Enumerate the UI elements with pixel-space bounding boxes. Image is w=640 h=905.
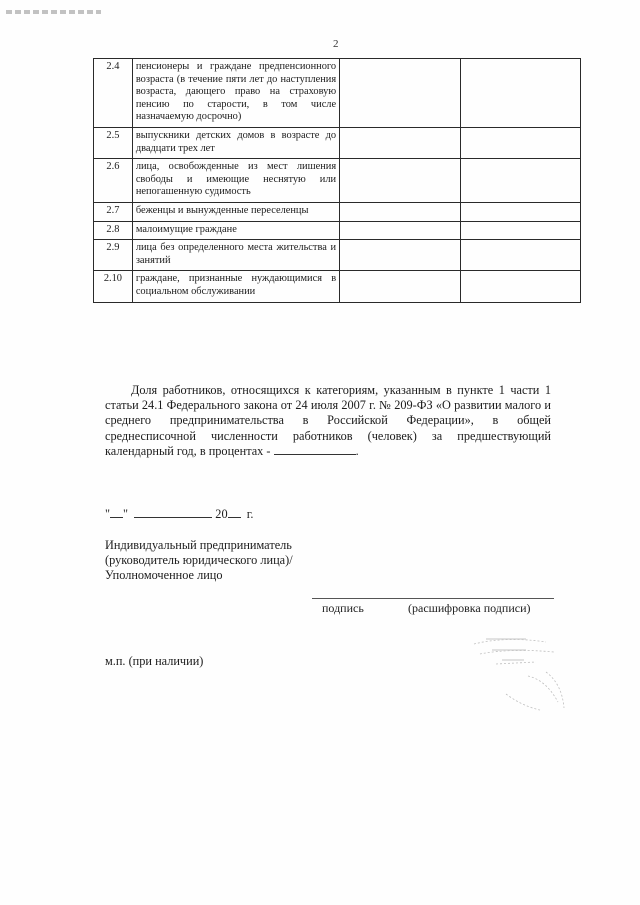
year-suffix: г. [246, 507, 254, 521]
percent-blank [274, 444, 356, 455]
value-cell [460, 240, 580, 271]
decoding-caption: (расшифровка подписи) [408, 601, 531, 615]
value-cell [340, 240, 460, 271]
value-cell [460, 159, 580, 203]
quote-open: " [105, 507, 111, 521]
table-row [94, 59, 581, 128]
row-number: 2.10 [94, 271, 133, 302]
value-cell [460, 202, 580, 221]
row-number: 2.8 [94, 221, 133, 240]
stamp-place-label: м.п. (при наличии) [105, 654, 204, 668]
decoding-line [404, 598, 554, 599]
table-row [94, 127, 581, 158]
year-blank [228, 506, 241, 518]
scan-artifact [6, 10, 101, 14]
paragraph-end-dot: . [355, 443, 359, 458]
value-cell [340, 159, 460, 203]
row-number: 2.4 [94, 59, 133, 128]
categories-table [93, 58, 581, 303]
value-cell [340, 221, 460, 240]
category-name: лица без определенного места жительства и занятий [132, 240, 339, 271]
value-cell [460, 127, 580, 158]
category-name: лица, освобожденные из мест лишения свободы и имеющие неснятую или непогашенную судимость [132, 159, 339, 203]
share-paragraph [105, 383, 551, 459]
signer-label: Индивидуальный предприниматель (руководитель юридического лица)/Уполномоченное лицо [105, 538, 293, 583]
table-row [94, 221, 581, 240]
signature-caption: подпись [322, 601, 364, 615]
date-line [105, 506, 253, 522]
category-name: выпускники детских домов в возрасте до двадцати трех лет [132, 127, 339, 158]
day-blank [110, 506, 123, 518]
category-name: беженцы и вынужденные переселенцы [132, 202, 339, 221]
row-number: 2.9 [94, 240, 133, 271]
row-number: 2.7 [94, 202, 133, 221]
value-cell [340, 59, 460, 128]
value-cell [460, 221, 580, 240]
value-cell [460, 271, 580, 302]
category-name: малоимущие граждане [132, 221, 339, 240]
row-number: 2.5 [94, 127, 133, 158]
table-row [94, 159, 581, 203]
value-cell [340, 202, 460, 221]
category-name: граждане, признанные нуждающимися в социальном обслуживании [132, 271, 339, 302]
table-row [94, 271, 581, 302]
value-cell [340, 271, 460, 302]
faded-stamp-icon [466, 632, 576, 714]
signature-line [312, 598, 408, 599]
quote-close: " [123, 507, 129, 521]
row-number: 2.6 [94, 159, 133, 203]
month-blank [134, 506, 212, 518]
page-number: 2 [333, 38, 339, 50]
value-cell [460, 59, 580, 128]
category-name: пенсионеры и граждане предпенсионного возраста (в течение пяти лет до наступления возраста, дающего право на страховую пенсию по старости, в том числе назначаемую досрочно) [132, 59, 339, 128]
table-row [94, 240, 581, 271]
value-cell [340, 127, 460, 158]
share-paragraph-text: Доля работников, относящихся к категориям, указанным в пункте 1 части 1 статьи 24.1 Федерального закона от 24 июля 2007 г. № 209-ФЗ «О развитии малого и среднего предпринимательства в Российской Федерации», в общей среднесписочной численности работников (человек) за предшествующий календарный год, в процентах - [105, 383, 551, 458]
year-prefix: 20 [215, 507, 228, 521]
table-row [94, 202, 581, 221]
